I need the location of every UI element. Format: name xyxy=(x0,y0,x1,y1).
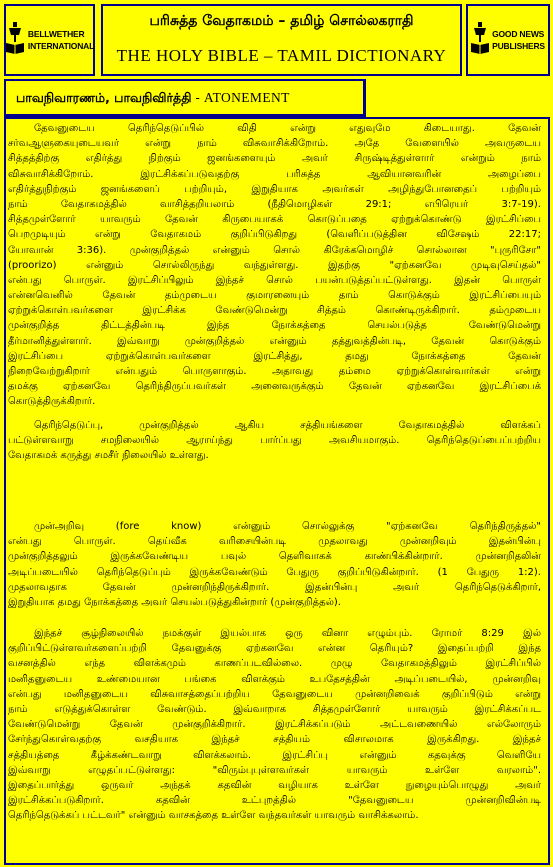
paragraph-line: சர்வஆளுகையுடையவர் என்று நாம் விசுவாசிக்கிறோம். அதே வேளையில் அவருடைய xyxy=(8,138,541,150)
paragraph-line: சித்தமுள்ளோர் யாவரும் தேவன் கிருபையாகக் கொடுப்பதை ஏற்றுக்கொண்டு இரட்சிப்பை xyxy=(8,214,541,226)
paragraph-line: மனிதனுடைய உண்மையான பங்கை விளக்கும் உபதேசத்தின் அடிப்படையில், முன்னறிவு xyxy=(8,673,541,685)
title-tamil: பரிசுத்த வேதாகமம் – தமிழ் சொல்லகராதி xyxy=(149,13,414,29)
paragraph-line: தெரிந்தெடுக்கப் பட்டவர்" என்னும் வாசகத்தை உள்ளே வந்தவர்கள் யாவரும் வாசிக்கலாம். xyxy=(8,810,419,822)
logo-left-line1: BELLWETHER xyxy=(27,29,85,39)
paragraph-line: என்பது பொருள். இரட்சிப்பிலும் இந்தச் சொல் பயன்படுத்தப்பட்டுள்ளது. இதன் பொருள் xyxy=(8,274,541,286)
paragraph-line: குறிப்பிட்டுள்ளவர்களைப்பற்றி தேவனுக்கு ஏற்கனவே என்ன தெரியும்? இதைப்பற்றி இந்த xyxy=(8,643,541,655)
paragraph-line: வேண்டுமென்று தேவன் முன்குறிக்கிறார். இரட்சிக்கப்படும் அட்டவணையில் எல்லோரும் xyxy=(8,719,541,731)
paragraph-line: எதிர்த்துநிற்கும் ஜனங்களைப் பற்றியும், இறுதியாக அவர்கள் அழிந்துபோனதைப் பற்றியும் xyxy=(8,183,541,195)
paragraph-line: நாம் வேதாகமத்தில் வாசித்தறியலாம் (நீதிமொழிகள் 29:1; எபிரெயர் 3:7-19). xyxy=(8,198,541,210)
topic-separator: - xyxy=(191,90,204,105)
paragraph-line: தீர்மானித்துள்ளார். இவ்வாறு முன்குறித்தல் என்னும் தத்துவத்தின்படி, தேவன் கொடுக்கும் xyxy=(8,335,541,347)
paragraph-line: முன்அறிவு (fore know) என்னும் சொல்லுக்கு "ஏற்கனவே தெரிந்திருத்தல்" xyxy=(34,521,541,532)
paragraph-line: ஏற்றுக்கொள்பவர்களை இரட்சிக்க வேண்டுமென்று சித்தம் கொண்டிருக்கிறார். தம்முடைய xyxy=(8,305,541,317)
header xyxy=(101,4,462,76)
good-news-logo xyxy=(466,4,550,76)
paragraph-line: விசுவாசிக்கிறோம். இரட்சிக்கப்படுவதற்கு பரிசுத்த ஆவியானவரின் அழைப்பை xyxy=(8,168,541,180)
bellwether-logo xyxy=(4,4,95,76)
topic-tamil: பாவநிவாரணம், பாவநிவிர்த்தி xyxy=(16,90,192,105)
paragraph-line: சித்தத்திற்கு எதிர்த்து நிற்கும் ஜனங்களையும் அவர் சிருஷ்டித்துள்ளார் என்றும் நாம் xyxy=(8,153,541,165)
logo-right-line2: PUBLISHERS xyxy=(492,41,545,51)
paragraph-line: பட்டுள்ளவாறு சமநிலையில் ஆராய்ந்து பார்ப்பது அவசியமாகும். தெரிந்தெடுப்பைப்பற்றிய xyxy=(8,435,541,447)
paragraph xyxy=(8,121,541,410)
logo-right-line1: GOOD NEWS xyxy=(492,29,545,39)
paragraph-line: அடிப்படையில் தெரிந்தெடுப்பும் இருக்கவேண்டும் பேதுரு குறிப்பிடுகின்றார். (1 பேதுரு 1:2). xyxy=(8,566,541,578)
paragraph-line: இதைப்பார்த்து ஒருவர் அந்தக் கதவின் வழியாக உள்ளே நுழையும்பொழுது அவர் xyxy=(8,779,541,791)
paragraph-line: யோவான் 3:36). முன்குறித்தல் என்னும் சொல் கிரேக்கமொழிச் சொல்லான "புருரிசோ" xyxy=(8,244,541,256)
paragraph-line: சேர்ந்துகொள்வதற்கு வசதியாக இந்தச் சத்தியம் விசாலமாக இருக்கிறது. இந்தச் xyxy=(8,734,541,746)
paragraph-line: இவ்வாறு எழுதப்பட்டுள்ளது: "விரும்புபுள்ளவர்கள் யாவரும் உள்ளே வரலாம்". xyxy=(8,764,541,776)
title-english: THE HOLY BIBLE – TAMIL DICTIONARY xyxy=(116,46,447,65)
paragraph-line: கொடுத்திருக்கிறார். xyxy=(8,396,96,408)
logo-left-line2: INTERNATIONAL xyxy=(27,41,95,51)
paragraph xyxy=(8,418,541,464)
paragraph-line: இரட்சிக்கப்படுகிறார். கதவின் உட்புறத்தில் "தேவனுடைய முன்னறிவின்படி xyxy=(8,795,541,807)
paragraph-line: வசனத்தில் எந்த விளக்கமும் காணப்படவில்லை. முழு வேதாகமத்திலும் இரட்சிப்பில் xyxy=(8,658,541,670)
paragraph-line: சத்தியத்தை கீழ்க்கண்டவாறு விளக்கலாம். இரட்சிப்பு என்னும் கதவுக்கு வெளியே xyxy=(8,749,541,761)
paragraph xyxy=(8,519,541,610)
topic-heading xyxy=(4,79,366,117)
paragraph-line: என்பது மனிதனுடைய விசுவாசத்தைப்பற்றிய தேவனுடைய முன்னறிவைக் குறிப்பிடும் என்று xyxy=(8,688,541,700)
paragraph-line: முதலாவதாக தேவன் முன்னறிந்திருக்கிறார். இதன்பின்பு அவர் தெரிந்தெடுக்கிறார், xyxy=(8,581,541,593)
paragraph-line: நாம் எடுத்துக்கொள்ள வேண்டும். இவ்வாறாக சித்தமுள்ளோர் யாவரும் இரட்சிக்கப்பட xyxy=(8,703,541,715)
paragraph-line: முன்குறித்த திட்டத்தின்படி இந்த நோக்கத்தை செயல்படுத்த வேண்டுமென்று xyxy=(8,320,541,332)
paragraph-line: இரட்சிப்பை ஏற்றுக்கொள்பவர்களை இரட்சித்து, தமது நோக்கத்தை தேவன் xyxy=(8,350,541,362)
paragraph-line: நிறைவேற்றுகிறார் என்பதும் பொருளாகும். அதாவது தம்மை ஏற்றுக்கொள்வார்கள் என்று xyxy=(8,366,541,377)
paragraph-line: இந்தச் சூழ்நிலையில் நமக்குள் இயல்பாக ஒரு வினா எழும்பும். ரோமர் 8:29 இல் xyxy=(34,628,541,639)
book-lamp-icon xyxy=(5,21,25,59)
paragraph-line: தேவனுடைய தெரிந்தெடுப்பில் விதி என்று எதுவுமே கிடையாது. தேவன் xyxy=(34,123,541,134)
paragraph-line: தமக்கு ஏற்கனவே தெரிந்திருப்பவர்கள் அனைவருக்கும் தேவன் ஏற்கனவே இரட்சிப்பைக் xyxy=(8,381,541,393)
paragraph-line: என்னவெனில் தேவன் தம்முடைய குமாரனையும் தாம் கொடுக்கும் இரட்சிப்பையும் xyxy=(8,290,541,302)
paragraph-line: என்பது பொருள். தெய்வீக வரிசையின்படி முதலாவது முன்னறிவும் இதன்பின்பு xyxy=(8,536,541,548)
book-lamp-icon xyxy=(471,21,489,59)
paragraph-line: (proorizo) என்னும் சொல்லிருந்து வந்துள்ளது. இதற்கு "ஏற்கனவே முடிவுசெய்தல்" xyxy=(8,259,541,271)
topic-english: ATONEMENT xyxy=(203,90,290,105)
paragraph-line: இறுதியாக தமது நோக்கத்தை அவர் செயல்படுத்துகின்றார் (முன்குறித்தல்). xyxy=(8,596,341,608)
paragraph xyxy=(8,626,541,823)
paragraph-line: பெறமுடியும் என்று வேதாகமம் குறிப்பிடுகிறது (வெளிப்படுத்தின விசேஷம் 22:17; xyxy=(8,229,541,241)
paragraph-line: தெரிந்தெடுப்பு, முன்குறித்தல் ஆகிய சத்தியங்களை வேதாகமத்தில் விளக்கப் xyxy=(34,420,541,431)
paragraph-line: முன்குறித்தலும் இருக்கவேண்டிய பவுல் தெளிவாகக் காண்பிக்கின்றார். முன்னறிதலின் xyxy=(8,551,541,563)
paragraph-line: வேதாகமக் கருத்து சமசீர் நிலையில் உள்ளது. xyxy=(8,450,209,462)
